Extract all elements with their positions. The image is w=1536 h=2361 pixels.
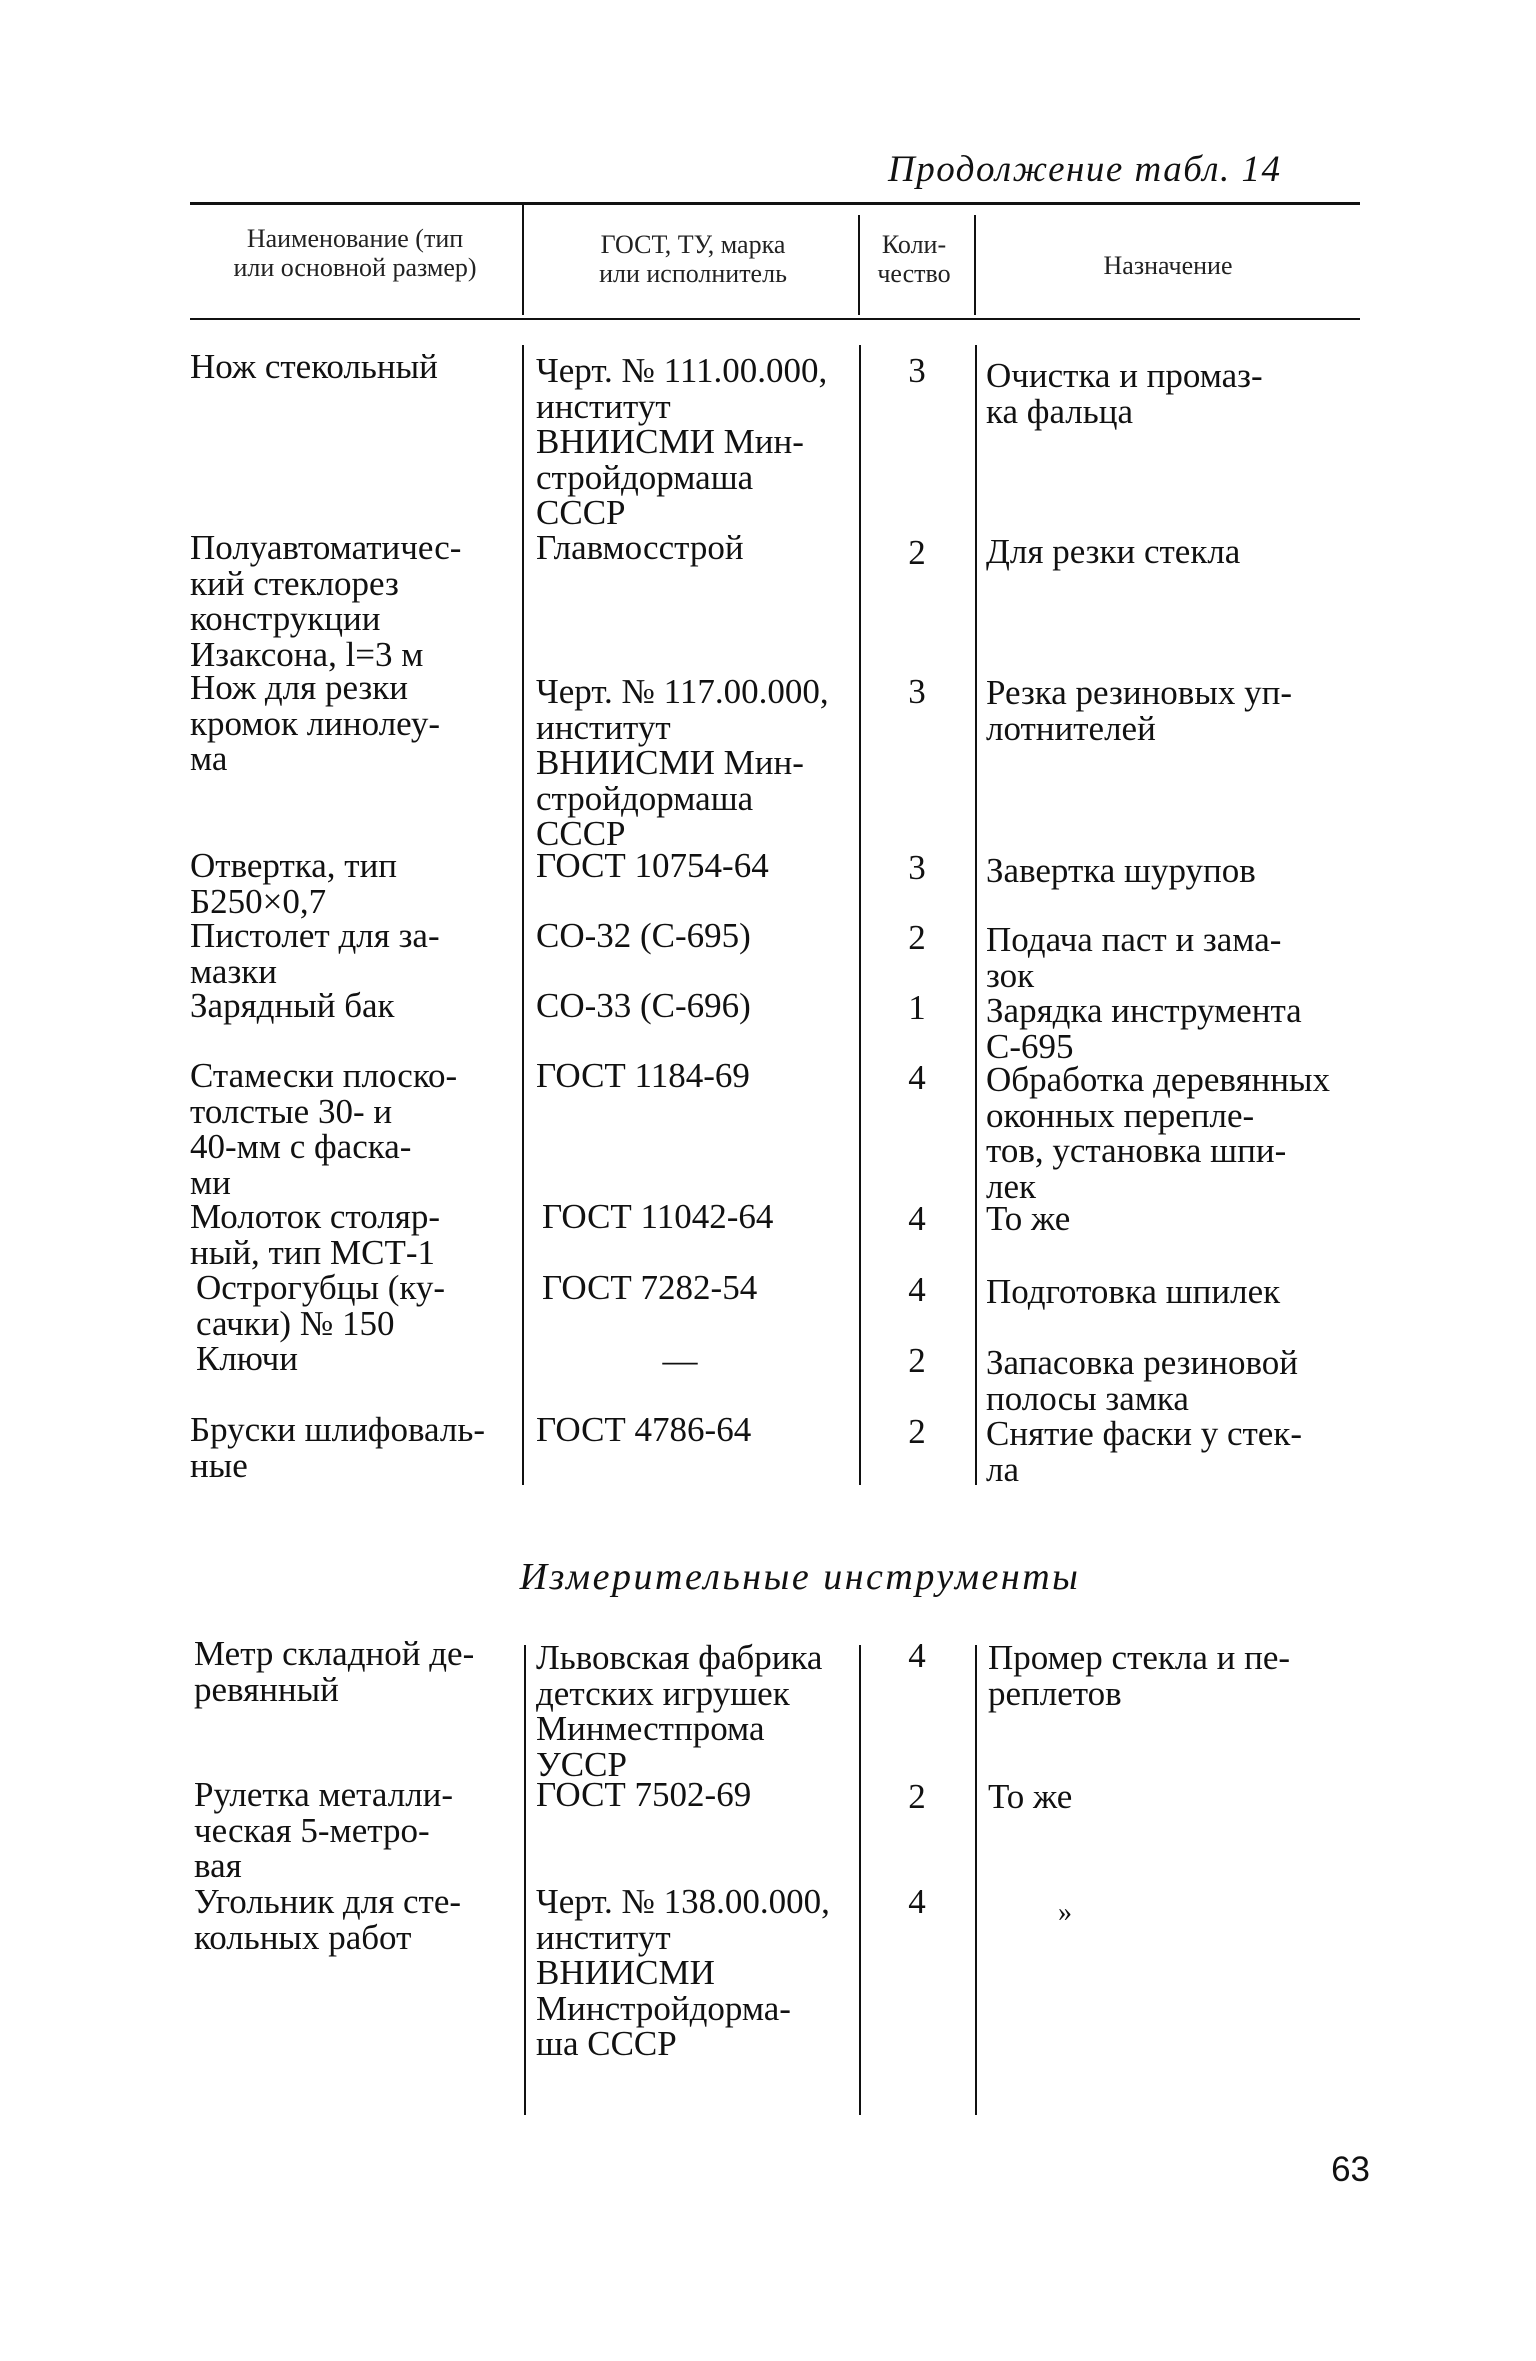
- table-cell-qty: 3: [908, 848, 926, 887]
- table-cell-qty: 4: [908, 1058, 926, 1097]
- table-cell-gost: Черт. № 111.00.000, институт ВНИИСМИ Мин- стройдормаша СССР: [536, 351, 828, 532]
- table-cell-name: Пистолет для за- мазки: [190, 916, 440, 991]
- column-divider: [974, 215, 976, 315]
- table-cell-purpose: Резка резиновых уп- лотнителей: [986, 673, 1292, 748]
- table-cell-name: Бруски шлифоваль- ные: [190, 1410, 485, 1485]
- table-cell-name: Острогубцы (ку- сачки) № 150: [196, 1268, 446, 1343]
- table-cell-purpose: Промер стекла и пе- реплетов: [988, 1638, 1291, 1713]
- table-cell-qty: 2: [908, 533, 926, 572]
- table-cell-purpose: Запасовка резиновой полосы замка: [986, 1343, 1298, 1418]
- table-cell-gost: ГОСТ 7282-54: [542, 1268, 758, 1307]
- page-number: 63: [1331, 2150, 1370, 2189]
- column-divider: [975, 345, 977, 1485]
- table-cell-name: Отвертка, тип Б250×0,7: [190, 846, 398, 921]
- table-cell-name: Зарядный бак: [190, 986, 395, 1025]
- table-cell-purpose: Для резки стекла: [986, 532, 1241, 571]
- column-divider: [524, 1645, 526, 2115]
- table-cell-gost: ГОСТ 7502-69: [536, 1775, 752, 1814]
- header-purpose: Назначение: [1103, 251, 1233, 280]
- table-cell-qty: 2: [908, 918, 926, 957]
- table-cell-purpose: Снятие фаски у стек- ла: [986, 1414, 1302, 1489]
- table-cell-gost: ГОСТ 4786-64: [536, 1410, 752, 1449]
- continuation-label: Продолжение табл. 14: [888, 149, 1282, 190]
- table-cell-gost: ГОСТ 1184-69: [536, 1056, 750, 1095]
- table-cell-purpose: Подготовка шпилек: [986, 1272, 1281, 1311]
- table-cell-gost: ГОСТ 10754-64: [536, 846, 769, 885]
- table-cell-gost: Черт. № 117.00.000, институт ВНИИСМИ Мин- стройдормаша СССР: [536, 672, 829, 853]
- table-cell-qty: 2: [908, 1412, 926, 1451]
- header-gost: ГОСТ, ТУ, марка или исполнитель: [599, 230, 787, 288]
- table-cell-gost: СО-33 (С-696): [536, 986, 751, 1025]
- table-cell-name: Нож для резки кромок линолеу- ма: [190, 668, 440, 778]
- table-cell-name: Полуавтоматичес- кий стеклорез конструкции Изаксона, l=3 м: [190, 528, 462, 674]
- table-top-rule: [190, 202, 1360, 205]
- table-cell-gost: —: [662, 1341, 698, 1380]
- column-divider: [975, 1645, 977, 2115]
- header-bottom-rule: [190, 318, 1360, 320]
- column-divider: [859, 345, 861, 1485]
- header-qty: Коли- чество: [877, 230, 951, 288]
- column-divider: [859, 1645, 861, 2115]
- header-name: Наименование (тип или основной размер): [233, 224, 477, 282]
- table-cell-purpose: Обработка деревянных оконных перепле- тов, установка шпи- лек: [986, 1060, 1331, 1206]
- column-divider: [522, 205, 524, 315]
- table-cell-gost: Черт. № 138.00.000, институт ВНИИСМИ Минстройдорма- ша СССР: [536, 1882, 830, 2063]
- table-cell-purpose: То же: [988, 1777, 1073, 1816]
- table-cell-purpose: Подача паст и зама- зок: [986, 920, 1282, 995]
- table-cell-purpose: Очистка и промаз- ка фальца: [986, 356, 1263, 431]
- table-cell-qty: 1: [908, 988, 926, 1027]
- table-cell-qty: 2: [908, 1777, 926, 1816]
- table-cell-name: Молоток столяр- ный, тип МСТ-1: [190, 1197, 441, 1272]
- table-cell-name: Угольник для сте- кольных работ: [194, 1882, 462, 1957]
- table-cell-purpose: Зарядка инструмента С-695: [986, 991, 1302, 1066]
- table-cell-name: Рулетка металли- ческая 5-метро- вая: [194, 1775, 454, 1885]
- table-cell-purpose: То же: [986, 1199, 1071, 1238]
- table-cell-qty: 2: [908, 1341, 926, 1380]
- table-cell-gost: Главмосстрой: [536, 528, 744, 567]
- table-cell-name: Ключи: [196, 1339, 298, 1378]
- table-cell-name: Нож стекольный: [190, 347, 438, 386]
- table-cell-qty: 4: [908, 1882, 926, 1921]
- table-cell-qty: 3: [908, 351, 926, 390]
- table-cell-qty: 4: [908, 1199, 926, 1238]
- table-cell-gost: Львовская фабрика детских игрушек Минместпрома УССР: [536, 1638, 823, 1784]
- table-cell-qty: 3: [908, 672, 926, 711]
- table-cell-qty: 4: [908, 1270, 926, 1309]
- column-divider: [858, 215, 860, 315]
- table-cell-qty: 4: [908, 1636, 926, 1675]
- table-cell-purpose: »: [1058, 1897, 1072, 1928]
- table-cell-gost: ГОСТ 11042-64: [542, 1197, 774, 1236]
- section-title: Измерительные инструменты: [519, 1556, 1081, 1598]
- table-cell-gost: СО-32 (С-695): [536, 916, 751, 955]
- table-cell-name: Метр складной де- ревянный: [194, 1634, 475, 1709]
- column-divider: [522, 345, 524, 1485]
- table-cell-name: Стамески плоско- толстые 30- и 40-мм с фаска- ми: [190, 1056, 458, 1202]
- table-cell-purpose: Завертка шурупов: [986, 851, 1256, 890]
